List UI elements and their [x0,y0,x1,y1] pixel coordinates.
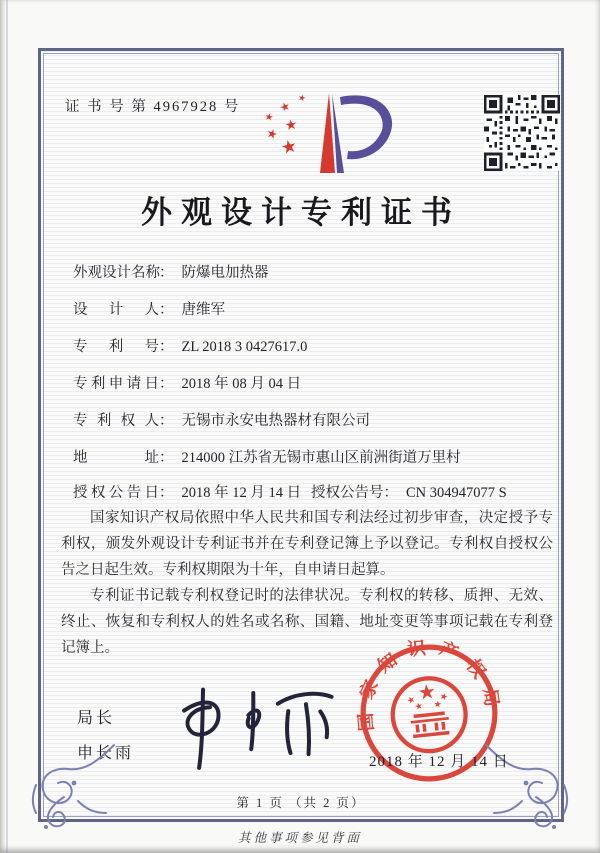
seal-date: 2018 年 12 月 14 日 [369,754,509,770]
back-note: 其他事项参见背面 [237,831,362,845]
field-value: 唐维军 [181,302,225,318]
field-colon: ： [159,450,174,466]
field-row-patentee [73,409,370,430]
field-row-address [73,446,461,467]
field-label: 授权公告日 [73,485,159,501]
svg-text:国家知识产权局 [348,630,503,733]
field-row-patent-no [73,335,307,356]
grant-date-value: 2018 年 12 月 14 日 [181,485,302,501]
certificate-title: 外观设计专利证书 [141,195,461,230]
field-colon: ： [159,376,174,392]
field-colon: ： [159,413,174,429]
field-label: 专利号 [73,339,159,355]
qr-code [481,95,563,171]
field-label: 外观设计名称 [73,265,160,281]
field-colon: ： [383,485,398,501]
field-colon: ： [159,302,174,318]
grant-no-value: CN 304947077 S [406,485,507,501]
scan-edge [6,0,8,853]
director-name: 申长雨 [77,745,135,762]
field-value: 无锡市永安电热器材有限公司 [181,413,370,429]
field-value: 2018 年 08 月 04 日 [181,376,302,392]
field-row-filing-date [73,372,301,393]
field-label: 地址 [73,450,159,466]
field-label: 设计人 [73,302,159,318]
field-value: ZL 2018 3 0427617.0 [181,339,308,355]
page-indicator: 第 1 页 （共 2 页） [236,796,366,810]
corner-flourish-left-icon [26,739,118,831]
grant-no-pair [311,481,507,502]
legal-paragraph-1: 国家知识产权局依照中华人民共和国专利法经过初步审查，决定授予专利权，颁发外观设计专利证书并在专利登记簿上予以登记。专利权自授权公告之日起生效。专利权期限为十年，自申请日起算。 [61,510,553,578]
field-value: 防爆电加热器 [181,265,269,281]
field-colon: ： [159,339,174,355]
field-row-designer [73,298,225,319]
director-title: 局长 [77,710,116,727]
seal-text: 国家知识产权局 [354,636,504,732]
field-row-design-name [73,261,269,282]
field-colon: ： [159,485,174,501]
grant-no-label: 授权公告号 [311,485,384,501]
certificate-frame [38,48,564,822]
field-row-grant [73,481,507,502]
field-label: 专利申请日 [73,376,159,392]
cnipa-logo-icon [245,85,395,177]
legal-paragraph-2: 专利证书记载专利权登记时的法律状况。专利权的转移、质押、无效、终止、恢复和专利权人的姓名或名称、国籍、地址变更等事项记载在专利登记簿上。 [61,588,553,656]
field-value: 214000 江苏省无锡市惠山区前洲街道万里村 [181,450,461,466]
field-label: 专利权人 [73,413,159,429]
signature-icon [163,671,343,781]
field-colon: ： [159,265,174,281]
certificate-number: 证 书 号 第 4967928 号 [65,99,241,115]
